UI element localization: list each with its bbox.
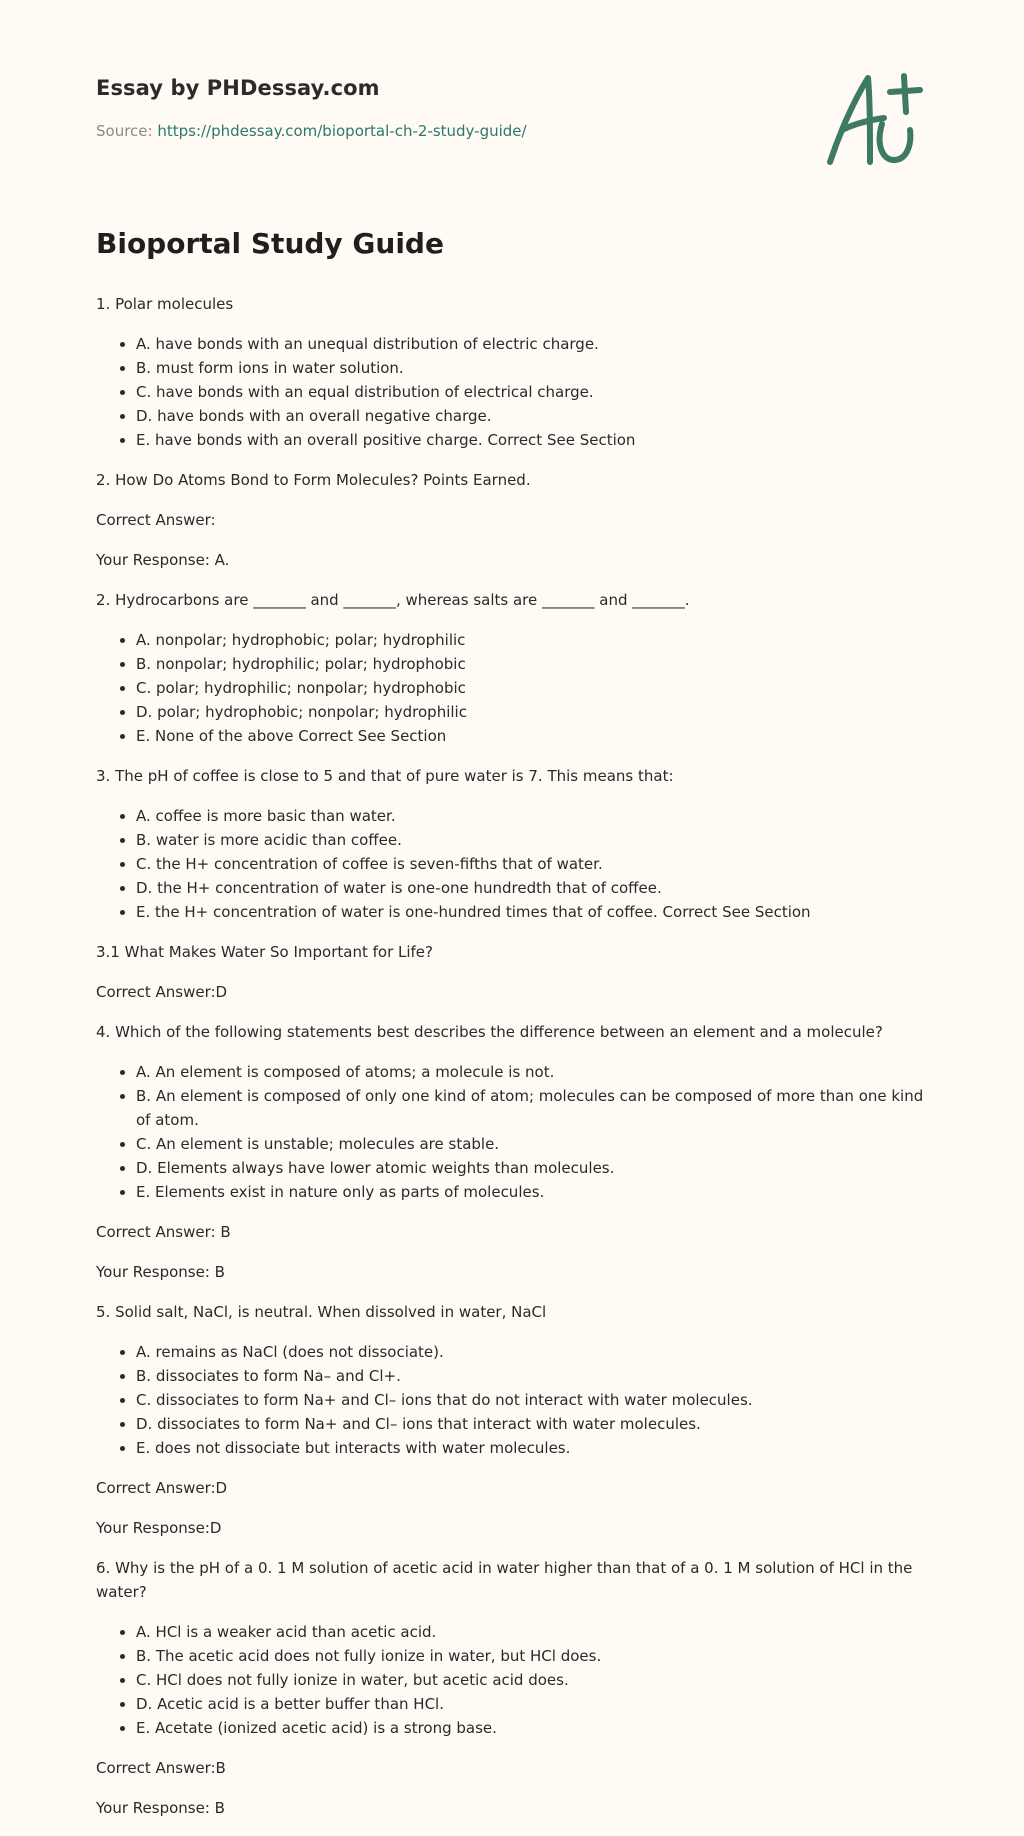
- paragraph: Your Response: B: [96, 1799, 225, 1817]
- paragraph: Correct Answer:: [96, 511, 216, 529]
- site-brand: Essay by PHDessay.com: [96, 76, 380, 100]
- answer-option: • D. the H+ concentration of water is one-one hundredth that of coffee.: [136, 876, 926, 900]
- paragraph: 5. Solid salt, NaCl, is neutral. When dissolved in water, NaCl: [96, 1303, 547, 1321]
- page-title: Bioportal Study Guide: [96, 227, 444, 260]
- answer-option: • E. None of the above Correct See Section: [136, 724, 926, 748]
- answer-option: • C. An element is unstable; molecules are stable.: [136, 1132, 926, 1156]
- answer-option: • B. nonpolar; hydrophilic; polar; hydrophobic: [136, 652, 926, 676]
- paragraph: Correct Answer: B: [96, 1223, 231, 1241]
- paragraph: Your Response: A.: [96, 551, 230, 569]
- answer-option: • A. remains as NaCl (does not dissociate).: [136, 1340, 926, 1364]
- paragraph: Correct Answer:D: [96, 983, 228, 1001]
- answer-option: • D. Acetic acid is a better buffer than HCl.: [136, 1692, 926, 1716]
- answer-option: • C. the H+ concentration of coffee is seven-fifths that of water.: [136, 852, 926, 876]
- answer-option: • A. HCl is a weaker acid than acetic acid.: [136, 1620, 926, 1644]
- answer-option: • B. The acetic acid does not fully ionize in water, but HCl does.: [136, 1644, 926, 1668]
- answer-option: • B. must form ions in water solution.: [136, 356, 926, 380]
- answer-option: • A. coffee is more basic than water.: [136, 804, 926, 828]
- article-body: [96, 292, 926, 1820]
- answer-option: • A. nonpolar; hydrophobic; polar; hydrophilic: [136, 628, 926, 652]
- paragraph: 2. Hydrocarbons are _______ and _______, whereas salts are _______ and _______.: [96, 591, 690, 609]
- article: [96, 222, 926, 1836]
- answer-list: [96, 1620, 926, 1740]
- answer-list: [96, 1060, 926, 1204]
- answer-option: • E. Acetate (ionized acetic acid) is a strong base.: [136, 1716, 926, 1740]
- answer-option: • A. have bonds with an unequal distribution of electric charge.: [136, 332, 926, 356]
- answer-option: • A. An element is composed of atoms; a molecule is not.: [136, 1060, 926, 1084]
- answer-option: • D. polar; hydrophobic; nonpolar; hydrophilic: [136, 700, 926, 724]
- answer-option: • C. polar; hydrophilic; nonpolar; hydrophobic: [136, 676, 926, 700]
- answer-list: [96, 1340, 926, 1460]
- answer-option: • E. the H+ concentration of water is one-hundred times that of coffee. Correct See Section: [136, 900, 926, 924]
- paragraph: 6. Why is the pH of a 0. 1 M solution of acetic acid in water higher than that of a 0. 1 M solution of HCl in the water?: [96, 1559, 913, 1601]
- answer-option: • B. water is more acidic than coffee.: [136, 828, 926, 852]
- source-label: Source:: [96, 122, 158, 140]
- answer-option: • D. have bonds with an overall negative charge.: [136, 404, 926, 428]
- answer-option: • E. have bonds with an overall positive charge. Correct See Section: [136, 428, 926, 452]
- paragraph: 4. Which of the following statements best describes the difference between an element and a molecule?: [96, 1023, 883, 1041]
- paragraph: Correct Answer:B: [96, 1759, 226, 1777]
- answer-list: [96, 804, 926, 924]
- paragraph: Your Response:D: [96, 1519, 222, 1537]
- source-link[interactable]: https://phdessay.com/bioportal-ch-2-study-guide/: [157, 122, 527, 140]
- answer-option: • D. Elements always have lower atomic weights than molecules.: [136, 1156, 926, 1180]
- paragraph: 2. How Do Atoms Bond to Form Molecules? Points Earned.: [96, 471, 531, 489]
- answer-option: • C. HCl does not fully ionize in water, but acetic acid does.: [136, 1668, 926, 1692]
- answer-option: • E. Elements exist in nature only as parts of molecules.: [136, 1180, 926, 1204]
- answer-option: • C. have bonds with an equal distribution of electrical charge.: [136, 380, 926, 404]
- paragraph: Your Response: B: [96, 1263, 225, 1281]
- answer-option: • B. An element is composed of only one kind of atom; molecules can be composed of more than one kind of atom.: [136, 1084, 926, 1132]
- answer-option: • D. dissociates to form Na+ and Cl– ions that interact with water molecules.: [136, 1412, 926, 1436]
- answer-option: • B. dissociates to form Na– and Cl+.: [136, 1364, 926, 1388]
- paragraph: Correct Answer:D: [96, 1479, 228, 1497]
- a-plus-icon: [820, 70, 930, 170]
- answer-option: • C. dissociates to form Na+ and Cl– ions that do not interact with water molecules.: [136, 1388, 926, 1412]
- answer-list: [96, 628, 926, 748]
- header: [96, 76, 796, 140]
- paragraph: 3.1 What Makes Water So Important for Life?: [96, 943, 433, 961]
- answer-option: • E. does not dissociate but interacts with water molecules.: [136, 1436, 926, 1460]
- source-line: [96, 122, 796, 140]
- paragraph: 3. The pH of coffee is close to 5 and that of pure water is 7. This means that:: [96, 767, 674, 785]
- answer-list: [96, 332, 926, 452]
- paragraph: 1. Polar molecules: [96, 295, 234, 313]
